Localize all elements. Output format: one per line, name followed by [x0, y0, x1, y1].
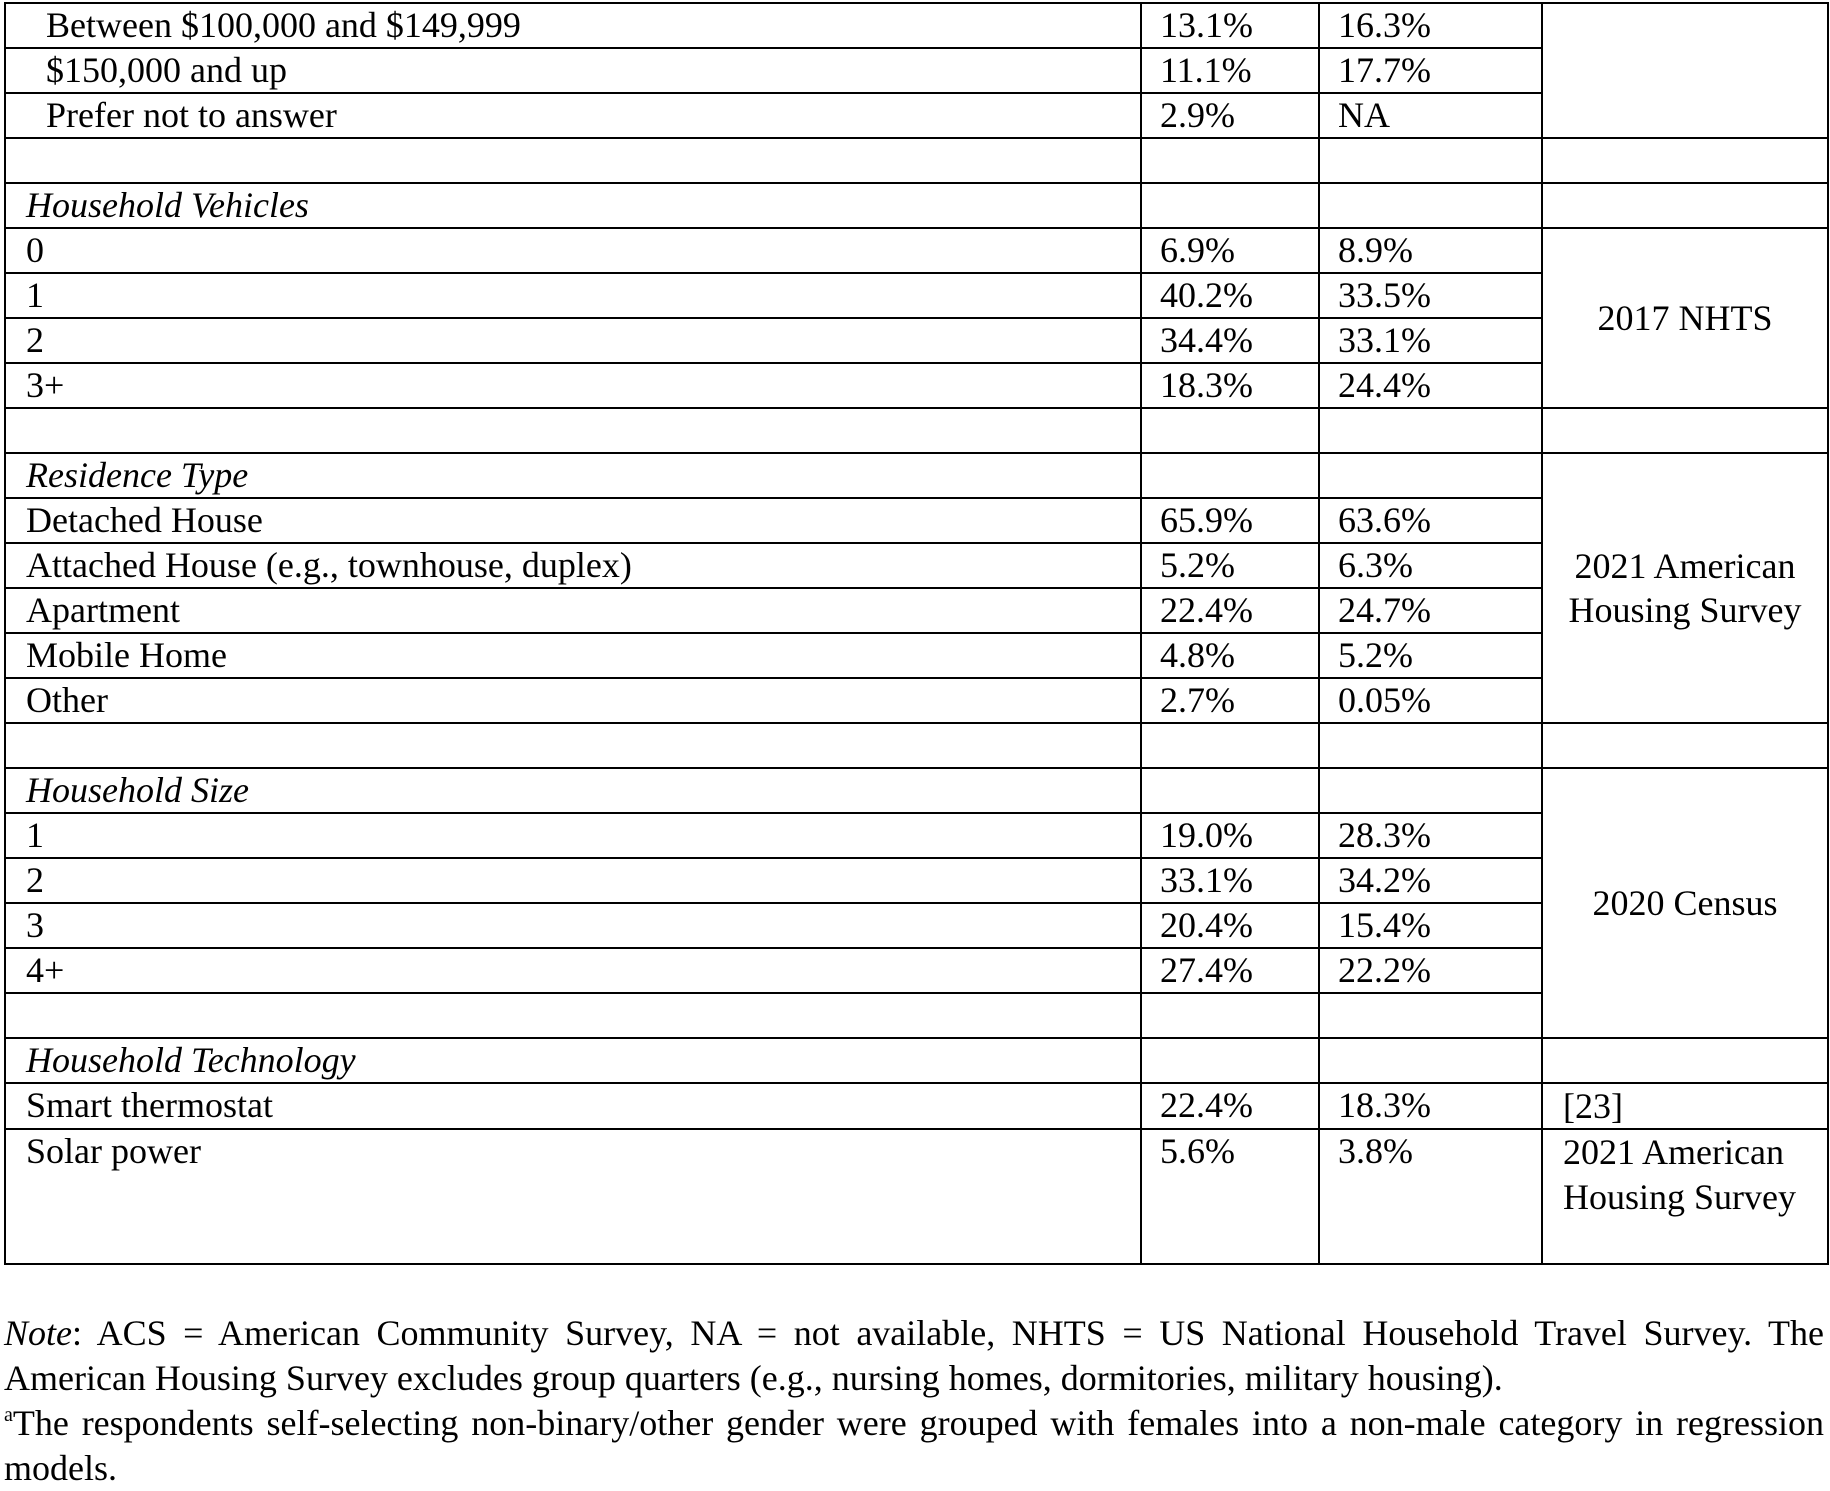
sample-value: 11.1% — [1141, 48, 1319, 93]
row-label: Mobile Home — [5, 633, 1141, 678]
section-header-row — [5, 768, 1828, 813]
table-row — [5, 228, 1828, 273]
sample-value: 19.0% — [1141, 813, 1319, 858]
section-heading-technology: Household Technology — [5, 1038, 1141, 1083]
row-label: 1 — [5, 273, 1141, 318]
row-label: Smart thermostat — [5, 1083, 1141, 1129]
benchmark-value: 18.3% — [1319, 1083, 1542, 1129]
note-paragraph — [4, 1311, 1824, 1401]
sample-value: 34.4% — [1141, 318, 1319, 363]
spacer-row — [5, 723, 1828, 768]
table-row — [5, 1083, 1828, 1129]
section-header-row — [5, 1038, 1828, 1083]
table-row — [5, 1129, 1828, 1264]
row-label: 3+ — [5, 363, 1141, 408]
benchmark-value: 63.6% — [1319, 498, 1542, 543]
benchmark-value: 6.3% — [1319, 543, 1542, 588]
benchmark-value: 33.1% — [1319, 318, 1542, 363]
sample-value: 65.9% — [1141, 498, 1319, 543]
spacer-row — [5, 138, 1828, 183]
row-label: Between $100,000 and $149,999 — [5, 3, 1141, 48]
source-size: 2020 Census — [1542, 768, 1828, 1038]
row-label: Detached House — [5, 498, 1141, 543]
sample-value: 2.9% — [1141, 93, 1319, 138]
source-vehicles: 2017 NHTS — [1542, 228, 1828, 408]
benchmark-value: 3.8% — [1319, 1129, 1542, 1264]
section-heading-size: Household Size — [5, 768, 1141, 813]
source-cell — [1542, 3, 1828, 138]
benchmark-value: 17.7% — [1319, 48, 1542, 93]
section-header-row — [5, 183, 1828, 228]
benchmark-value: 33.5% — [1319, 273, 1542, 318]
benchmark-value: 15.4% — [1319, 903, 1542, 948]
sample-value: 20.4% — [1141, 903, 1319, 948]
note-text: : ACS = American Community Survey, NA = not available, NHTS = US National Household Travel Survey. The American Housing Survey excludes group quarters (e.g., nursing homes, dormitories, military housing). — [4, 1313, 1824, 1398]
row-label: 2 — [5, 858, 1141, 903]
sample-value: 22.4% — [1141, 1083, 1319, 1129]
row-label: Prefer not to answer — [5, 93, 1141, 138]
row-label: $150,000 and up — [5, 48, 1141, 93]
row-label: 1 — [5, 813, 1141, 858]
note-label: Note — [4, 1313, 72, 1353]
sample-value: 2.7% — [1141, 678, 1319, 723]
sample-value: 33.1% — [1141, 858, 1319, 903]
spacer-row — [5, 408, 1828, 453]
benchmark-value: 34.2% — [1319, 858, 1542, 903]
section-heading-residence: Residence Type — [5, 453, 1141, 498]
footnote-paragraph — [4, 1401, 1824, 1491]
row-label: 2 — [5, 318, 1141, 363]
benchmark-value: 22.2% — [1319, 948, 1542, 993]
benchmark-value: NA — [1319, 93, 1542, 138]
sample-value: 5.6% — [1141, 1129, 1319, 1264]
row-label: 0 — [5, 228, 1141, 273]
benchmark-value: 16.3% — [1319, 3, 1542, 48]
row-label: 3 — [5, 903, 1141, 948]
sample-value: 5.2% — [1141, 543, 1319, 588]
source-smart-thermostat: [23] — [1542, 1083, 1828, 1129]
sample-value: 6.9% — [1141, 228, 1319, 273]
benchmark-value: 0.05% — [1319, 678, 1542, 723]
row-label: Solar power — [5, 1129, 1141, 1264]
row-label: Other — [5, 678, 1141, 723]
row-label: Attached House (e.g., townhouse, duplex) — [5, 543, 1141, 588]
benchmark-value: 5.2% — [1319, 633, 1542, 678]
benchmark-value: 24.7% — [1319, 588, 1542, 633]
sample-value: 27.4% — [1141, 948, 1319, 993]
benchmark-value: 24.4% — [1319, 363, 1542, 408]
source-solar-power: 2021 American Housing Survey — [1542, 1129, 1828, 1264]
footnote-text: The respondents self-selecting non-binary/other gender were grouped with females into a non-male category in regression models. — [4, 1403, 1824, 1488]
row-label: 4+ — [5, 948, 1141, 993]
sample-value: 4.8% — [1141, 633, 1319, 678]
sample-value: 22.4% — [1141, 588, 1319, 633]
benchmark-value: 8.9% — [1319, 228, 1542, 273]
source-residence: 2021 American Housing Survey — [1542, 453, 1828, 723]
sample-value: 40.2% — [1141, 273, 1319, 318]
section-header-row — [5, 453, 1828, 498]
footnote-marker: a — [4, 1404, 13, 1426]
table-notes — [4, 1311, 1824, 1491]
section-heading-vehicles: Household Vehicles — [5, 183, 1141, 228]
benchmark-value: 28.3% — [1319, 813, 1542, 858]
sample-value: 13.1% — [1141, 3, 1319, 48]
sample-representativeness-table — [4, 2, 1829, 1265]
row-label: Apartment — [5, 588, 1141, 633]
table-row — [5, 3, 1828, 48]
sample-value: 18.3% — [1141, 363, 1319, 408]
